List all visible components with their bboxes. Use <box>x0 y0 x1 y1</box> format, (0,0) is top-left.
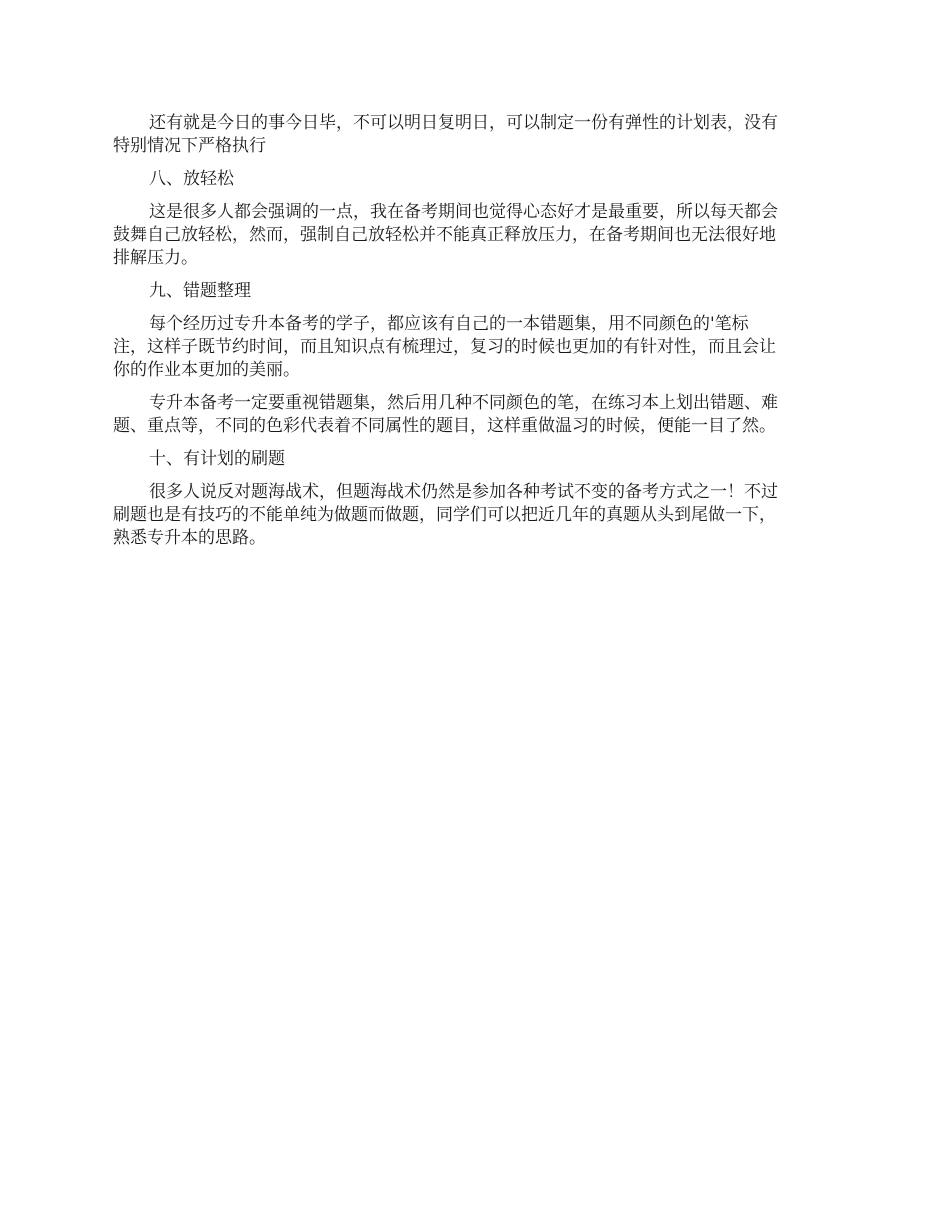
text-line: 排解压力。 <box>113 248 198 268</box>
section-heading-9: 九、错题整理 <box>149 281 251 301</box>
text-line: 这是很多人都会强调的一点，我在备考期间也觉得心态好才是最重要，所以每天都会 <box>149 202 778 222</box>
paragraph-mistakes-1 <box>113 313 839 382</box>
paragraph-mistakes-2 <box>113 392 839 438</box>
text-line: 专升本备考一定要重视错题集，然后用几种不同颜色的笔，在练习本上划出错题、难 <box>149 393 778 413</box>
text-line: 注，这样子既节约时间，而且知识点有梳理过，复习的时候也更加的有针对性，而且会让 <box>113 337 776 357</box>
text-line: 刷题也是有技巧的不能单纯为做题而做题，同学们可以把近几年的真题从头到尾做一下， <box>113 505 776 525</box>
document-page <box>113 112 839 560</box>
text-line: 还有就是今日的事今日毕，不可以明日复明日，可以制定一份有弹性的计划表，没有 <box>149 113 778 133</box>
text-line: 鼓舞自己放轻松，然而，强制自己放轻松并不能真正释放压力，在备考期间也无法很好地 <box>113 225 776 245</box>
paragraph-plan <box>113 112 839 158</box>
text-line: 每个经历过专升本备考的学子，都应该有自己的一本错题集，用不同颜色的'笔标 <box>149 314 749 334</box>
text-line: 熟悉专升本的思路。 <box>113 528 266 548</box>
text-line: 特别情况下严格执行 <box>113 136 266 156</box>
paragraph-practice <box>113 481 839 550</box>
text-line: 题、重点等，不同的色彩代表着不同属性的题目，这样重做温习的时候，便能一目了然。 <box>113 416 776 436</box>
text-line: 很多人说反对题海战术，但题海战术仍然是参加各种考试不变的备考方式之一！不过 <box>149 482 778 502</box>
section-heading-8: 八、放轻松 <box>149 169 234 189</box>
section-heading-10: 十、有计划的刷题 <box>149 449 285 469</box>
paragraph-relax <box>113 201 839 270</box>
text-line: 你的作业本更加的美丽。 <box>113 360 300 380</box>
